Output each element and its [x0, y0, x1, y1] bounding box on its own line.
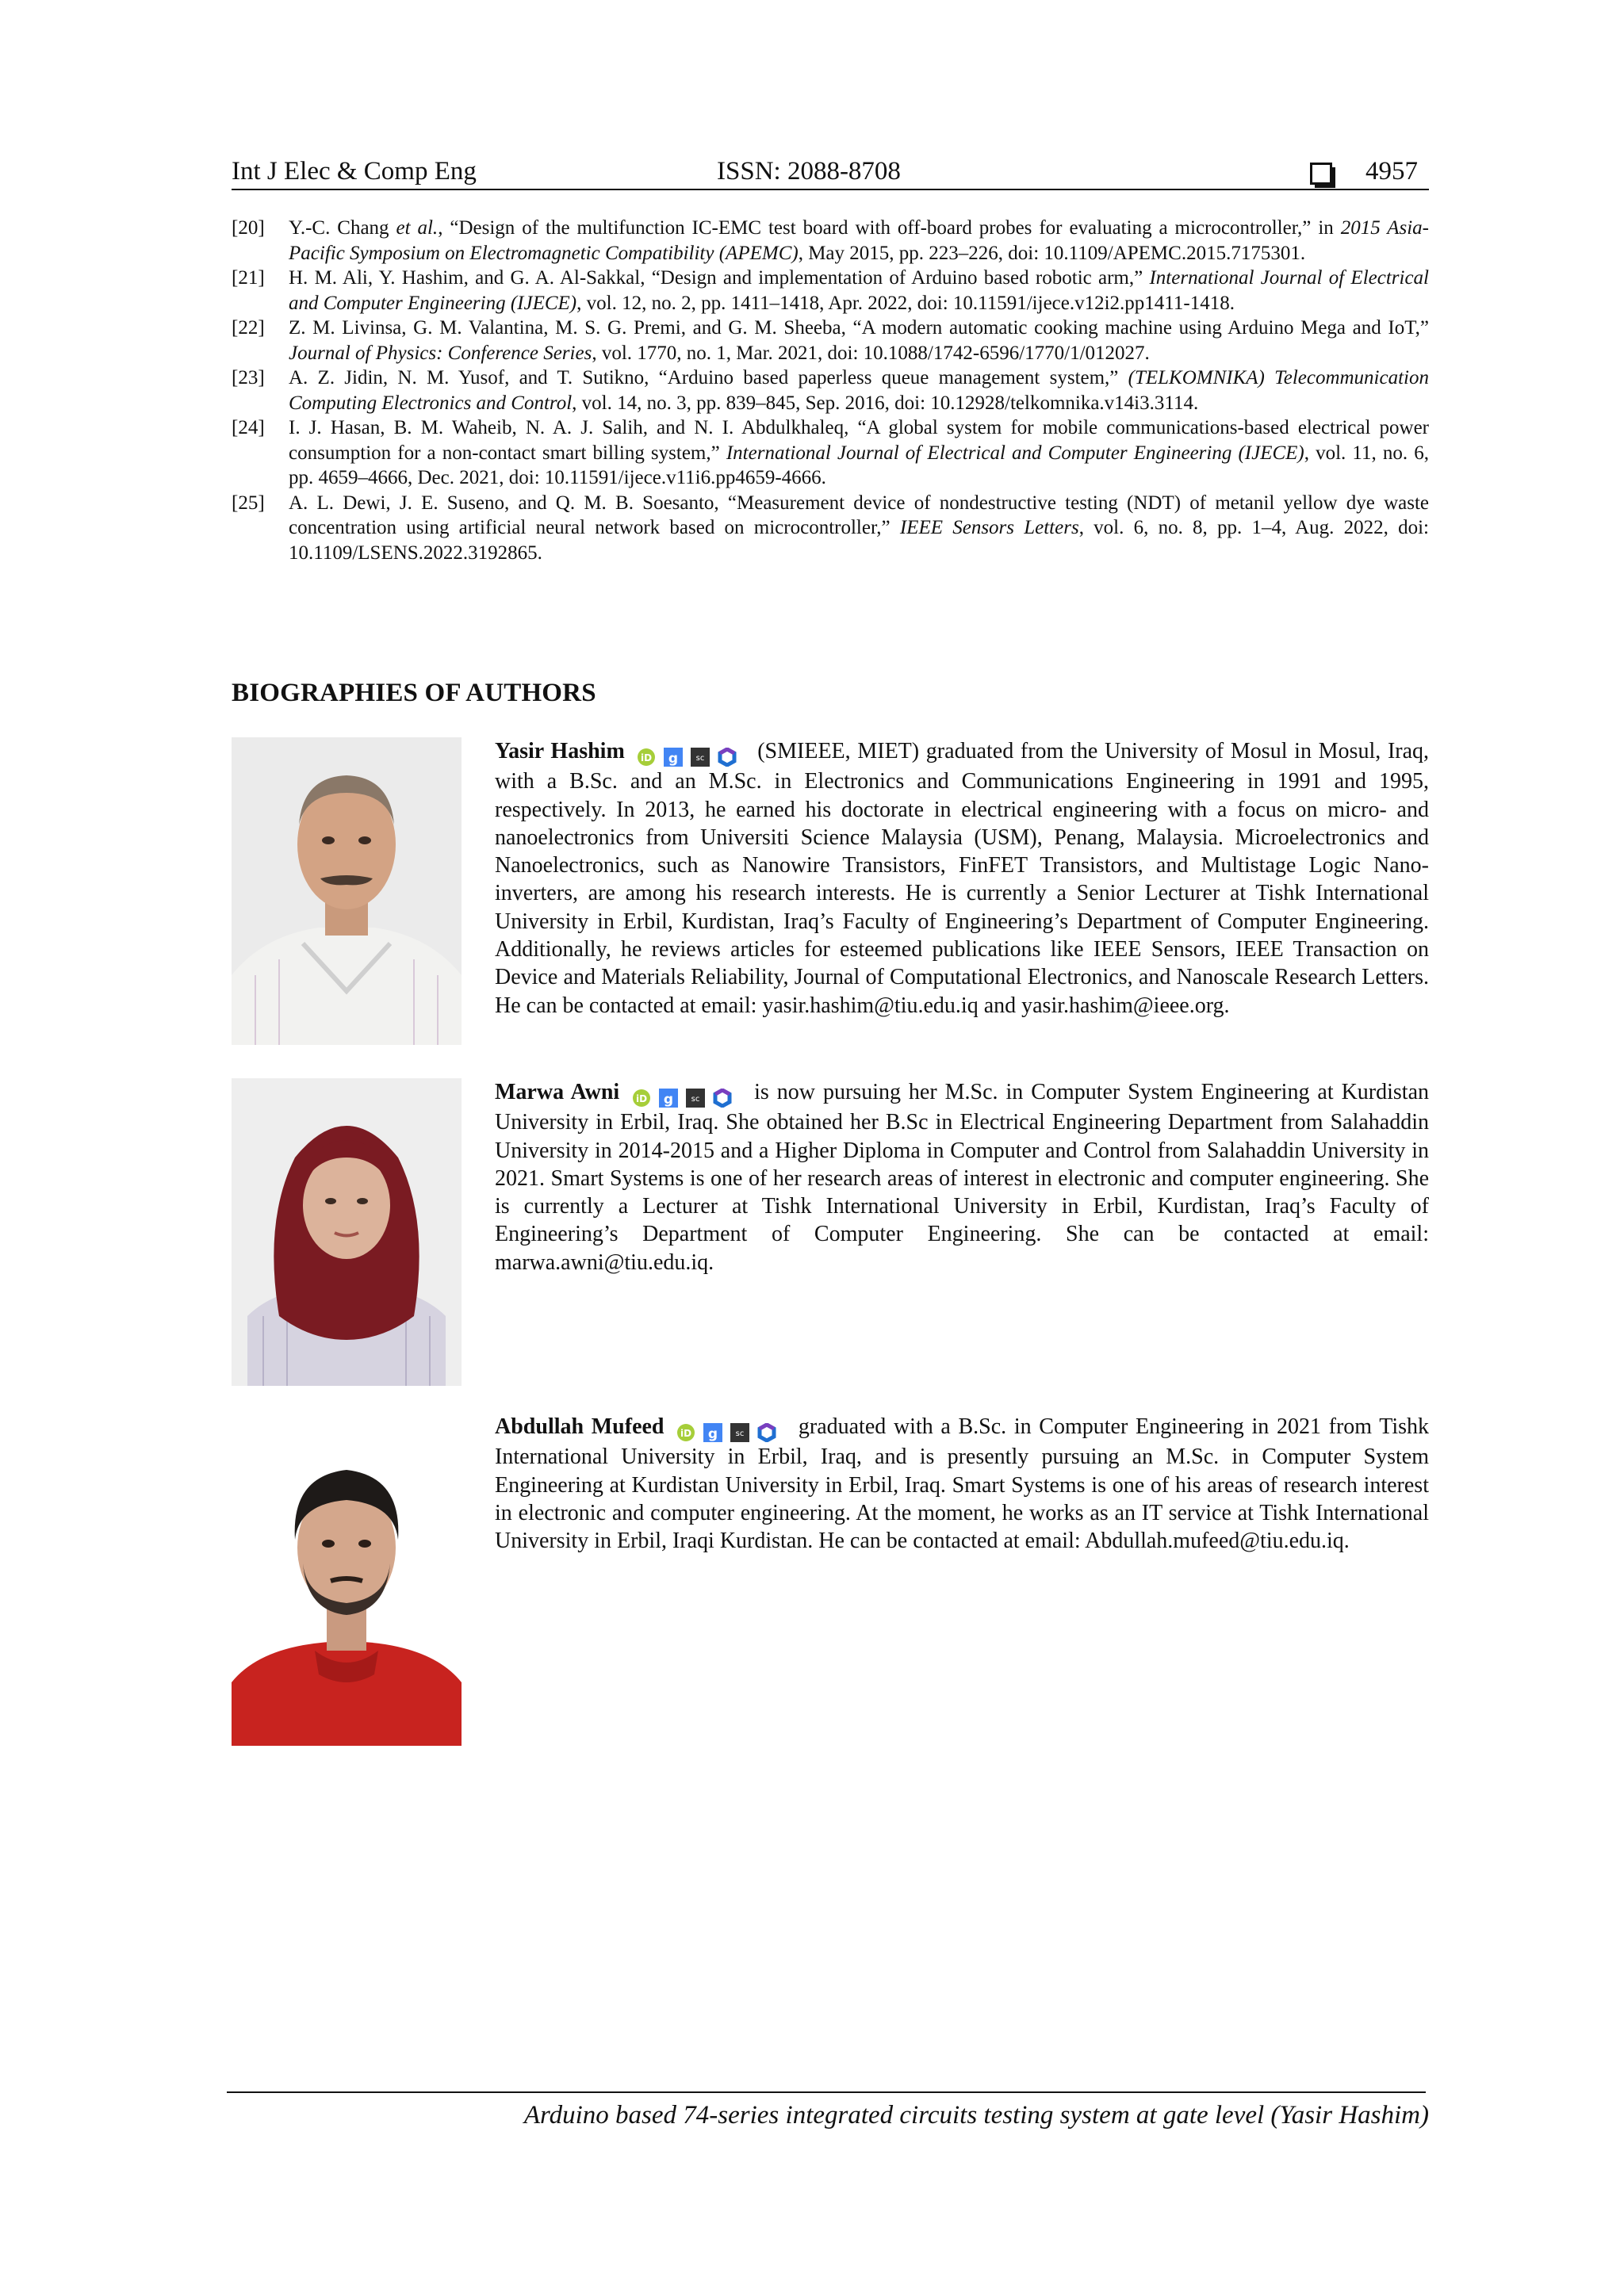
reference-authors-title: A. L. Dewi, J. E. Suseno, and Q. M. B. Soesanto, “Measurement device of nondestructive testing (NDT) of metanil yellow dye waste concentration using artificial neural network based on microcontroller,”	[289, 492, 1429, 538]
reference-item	[232, 316, 1429, 365]
reference-details: , vol. 12, no. 2, pp. 1411–1418, Apr. 2022, doi: 10.11591/ijece.v12i2.pp1411-1418.	[576, 292, 1235, 314]
header-rule	[232, 189, 1429, 190]
publons-icon[interactable]	[757, 1422, 776, 1441]
author-bio-text	[495, 1078, 1429, 1276]
reference-details: , vol. 6, no. 8, pp. 1–4, Aug. 2022, doi: 10.1109/LSENS.2022.3192865.	[289, 517, 1429, 564]
references-list	[232, 216, 1429, 565]
svg-text:sc: sc	[735, 1429, 745, 1438]
running-header	[232, 152, 1429, 190]
author-bio-body: is now pursuing her M.Sc. in Computer System Engineering at Kurdistan University in Erbil, Iraq. She obtained her B.Sc in Electrical Engineering Department from Salahaddin University in 2014-2015 and a Higher Diploma in Computer and Control from Salahaddin University in 2021. Smart Systems is one of her research areas of interest in electronic and computer engineering. She is currently a Lecturer at Tishk International University in Erbil, Kurdistan, Iraq’s Faculty of Engineering’s Department of Computer Engineering. She can be contacted at email: marwa.awni@tiu.edu.iq.	[495, 1080, 1430, 1275]
orcid-icon[interactable]	[637, 746, 656, 765]
reference-venue: IEEE Sensors Letters	[899, 517, 1079, 538]
reference-item	[232, 415, 1429, 491]
author-bio-text	[495, 1413, 1429, 1555]
author-bio-text	[495, 737, 1429, 1020]
reference-number: [23]	[232, 367, 265, 388]
scopus-icon[interactable]	[691, 746, 710, 765]
reference-details: , vol. 14, no. 3, pp. 839–845, Sep. 2016, doi: 10.12928/telkomnika.v14i3.3114.	[572, 392, 1199, 414]
reference-item	[232, 266, 1429, 316]
running-footer: Arduino based 74-series integrated circuits testing system at gate level (Yasir Hashim)	[523, 2101, 1429, 2130]
svg-text:g: g	[664, 1091, 674, 1108]
author-photo	[232, 737, 462, 1045]
author-name: Abdullah Mufeed	[495, 1414, 665, 1439]
reference-item	[232, 216, 1429, 266]
reference-venue: International Journal of Electrical and Computer Engineering (IJECE)	[289, 267, 1429, 314]
reference-authors: Y.-C. Chang	[289, 217, 396, 239]
reference-details: , vol. 11, no. 6, pp. 4659–4666, Dec. 2021, doi: 10.11591/ijece.v11i6.pp4659-4666.	[289, 442, 1429, 488]
author-bio-body: (SMIEEE, MIET) graduated from the University of Mosul in Mosul, Iraq, with a B.Sc. and an M.Sc. in Electronics and Communications Engineering in 1991 and 1995, respectively. In 2013, he earned his doctorate in electrical engineering with a focus on micro- and nanoelectronics from Universiti Science Malaysia (USM), Penang, Malaysia. Microelectronics and Nanoelectronics, such as Nanowire Transistors, FinFET Transistors, and Multistage Logic Nano-inverters, are among his research interests. He is currently a Senior Lecturer at Tishk International University in Erbil, Kurdistan, Iraq’s Faculty of Engineering’s Department of Computer Engineering. Additionally, he reviews articles for esteemed publications like IEEE Sensors, IEEE Transaction on Device and Materials Reliability, Journal of Computational Electronics, and Nanoscale Research Letters. He can be contacted at email: yasir.hashim@tiu.edu.iq and yasir.hashim@ieee.org.	[495, 739, 1430, 1018]
issn: ISSN: 2088-8708	[717, 157, 901, 186]
google-scholar-icon[interactable]	[703, 1422, 722, 1441]
section-heading: BIOGRAPHIES OF AUTHORS	[232, 679, 596, 707]
author-name: Yasir Hashim	[495, 739, 625, 763]
scopus-icon[interactable]	[686, 1087, 705, 1106]
reference-authors-title: I. J. Hasan, B. M. Waheib, N. A. J. Salih, and N. I. Abdulkhaleq, “A global system for mobile communications-based electrical power consumption for a non-contact smart billing system,”	[289, 417, 1429, 464]
publons-icon[interactable]	[718, 746, 737, 765]
svg-text:iD: iD	[640, 752, 652, 763]
svg-text:iD: iD	[680, 1427, 692, 1439]
square-bullet-icon	[1310, 163, 1332, 185]
reference-authors-title: Z. M. Livinsa, G. M. Valantina, M. S. G. Premi, and G. M. Sheeba, “A modern automatic cooking machine using Arduino Mega and IoT,”	[289, 317, 1429, 339]
reference-number: [25]	[232, 492, 265, 514]
reference-authors-title: H. M. Ali, Y. Hashim, and G. A. Al-Sakkal, “Design and implementation of Arduino based robotic arm,”	[289, 267, 1150, 289]
reference-etal: et al.	[396, 217, 439, 239]
orcid-icon[interactable]	[632, 1087, 651, 1106]
reference-authors-title: A. Z. Jidin, N. M. Yusof, and T. Sutikno, “Arduino based paperless queue management system,”	[289, 367, 1128, 388]
reference-venue: (TELKOMNIKA) Telecommunication Computing Electronics and Control	[289, 367, 1429, 414]
svg-text:g: g	[708, 1425, 718, 1442]
reference-title: , “Design of the multifunction IC-EMC test board with off-board probes for evaluating a microcontroller,” in	[438, 217, 1341, 239]
reference-details: , May 2015, pp. 223–226, doi: 10.1109/APEMC.2015.7175301.	[798, 242, 1306, 264]
publons-icon[interactable]	[713, 1087, 732, 1106]
reference-number: [21]	[232, 267, 265, 289]
footer-rule	[227, 2091, 1426, 2093]
reference-item	[232, 491, 1429, 566]
profile-badges	[637, 740, 745, 767]
reference-venue: International Journal of Electrical and Computer Engineering (IJECE)	[726, 442, 1304, 464]
profile-badges	[676, 1415, 784, 1443]
author-name: Marwa Awni	[495, 1080, 620, 1104]
journal-name: Int J Elec & Comp Eng	[232, 157, 477, 186]
reference-number: [20]	[232, 217, 265, 239]
orcid-icon[interactable]	[676, 1422, 695, 1441]
reference-item	[232, 365, 1429, 415]
reference-venue: 2015 Asia-Pacific Symposium on Electromagnetic Compatibility (APEMC)	[289, 217, 1429, 264]
svg-text:g: g	[668, 750, 678, 767]
reference-venue: Journal of Physics: Conference Series	[289, 342, 592, 364]
svg-text:iD: iD	[636, 1093, 648, 1104]
google-scholar-icon[interactable]	[659, 1087, 678, 1106]
page-number: 4957	[1365, 157, 1418, 186]
svg-text:sc: sc	[691, 1094, 700, 1104]
scopus-icon[interactable]	[730, 1422, 749, 1441]
author-bio-body: graduated with a B.Sc. in Computer Engineering in 2021 from Tishk International University in Erbil, Iraq, and is presently pursuing an M.Sc. in Computer System Engineering at Kurdistan University in Erbil, Iraq. Smart Systems is one of his areas of research interest in electronic and computer engineering. At the moment, he works as an IT service at Tishk International University in Erbil, Iraqi Kurdistan. He can be contacted at email: Abdullah.mufeed@tiu.edu.iq.	[495, 1414, 1430, 1554]
svg-text:sc: sc	[695, 753, 704, 763]
reference-details: , vol. 1770, no. 1, Mar. 2021, doi: 10.1088/1742-6596/1770/1/012027.	[592, 342, 1150, 364]
author-photo	[232, 1413, 462, 1746]
author-photo	[232, 1078, 462, 1386]
profile-badges	[632, 1081, 740, 1108]
google-scholar-icon[interactable]	[664, 746, 683, 765]
reference-number: [22]	[232, 317, 265, 339]
reference-number: [24]	[232, 417, 265, 438]
